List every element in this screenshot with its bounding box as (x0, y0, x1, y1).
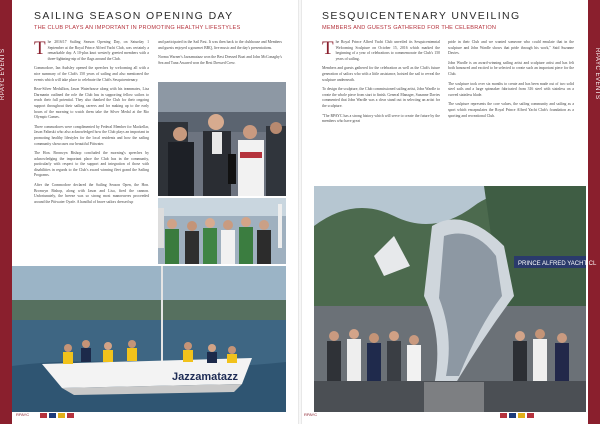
right-page-subtitle: MEMBERS AND GUESTS GATHERED FOR THE CELEBRATION (322, 25, 497, 31)
right-col1-para-3: "The RPAYC has a strong history which will serve to create the future by the members who have great (322, 113, 440, 124)
left-col2-para-0: and participated in the Sail Past. It was then back to the clubhouse and Members and guests enjoyed a gourmet BBQ, live music and the day's presentations. (158, 40, 282, 50)
flag-icon (40, 413, 47, 418)
right-dropcap: T (322, 38, 334, 59)
photo-commodore-speech (158, 82, 286, 196)
flag-icon (518, 413, 525, 418)
right-page (300, 0, 600, 424)
side-label-left: RPAYC EVENTS (0, 48, 6, 100)
photo-crowd-green-jackets (158, 198, 286, 264)
photo-yacht-image (12, 266, 286, 412)
flag-icon (500, 413, 507, 418)
photo-commodore-speech-image (158, 82, 286, 196)
right-col2-para-0: pride in their Club and we wanted someone who could emulate that in the sculpture and John Wardle shows that pride through his work," Said Suzanne Davies. (448, 40, 574, 56)
left-col1-para-5: After the Commodore declared the Sailing Season Open, the Hon. Bronwyn Bishop, along with Jason and Lisa, fired the cannon. Unfortunately, the breeze was so strong most manoeuvres proceeded around the Pittwater Oyafe. A handful of brave sailors dressed up (34, 183, 149, 204)
banner-text: PRINCE ALFRED YACHT CL (518, 261, 597, 267)
flag-icon (509, 413, 516, 418)
photo-sculpture-unveiling (314, 186, 597, 412)
flag-icon (527, 413, 534, 418)
right-col1-para-1: Members and guests gathered for the celebration as well as the Club's future generation of sailors who with a little assistance, hoisted the sail to reveal the sculpture underneath. (322, 66, 440, 82)
left-page-title: SAILING SEASON OPENING DAY (34, 10, 234, 22)
left-footer-flags (40, 413, 74, 418)
flag-icon (58, 413, 65, 418)
right-page-title: SESQUICENTENARY UNVEILING (322, 10, 521, 22)
left-col1-para-0: The 2016/17 Sailing Season Opening Day, on Saturday 1 September at the Royal Prince Alfred Yacht Club, was certainly a remarkable day. A 10-plus knot westerly greeted members with a three-lightning-nip of the flags around the Club. (34, 38, 149, 61)
left-col1-para-4: The Hon. Bronwyn Bishop concluded the morning's speeches by acknowledging the important place the Club has in the community, particularly with respect to the support and integration of those with disabilities in regards to the Club's award winning fleet grand the Sailing Programs. (34, 151, 149, 178)
right-col1-para-2: To design the sculpture, the Club commissioned sailing artist, John Wardle to create the whole piece from start to finish. General Manager, Suzanne Davies commented that John Wardle was a clear stand out in selecting an artist for the sculpture. (322, 87, 440, 108)
right-footer-flags (500, 413, 534, 418)
page-gutter (298, 0, 302, 424)
right-col2-para-2: The sculpture took over six months to create and has been made out of two solid steel sails and a large spinnaker fabricated from 316 steel with stainless on a curved stainless blade. (448, 81, 574, 97)
side-label-right: RPAYC EVENTS (594, 48, 600, 100)
left-col1-para-2: Rear-Silver Medallion, Jason Waterhouse along with his teammates, Lisa Darmanin outlined the role the Club has in supporting fellow sailors to reach their full potential. They also thanked the Club for their ongoing support throughout their sailing careers and for making up to the early hours of the morning to watch them take the Silver Medal at the Rio Olympic Games. (34, 87, 149, 120)
flag-icon (67, 413, 74, 418)
right-col2-para-3: The sculpture represents the core values, the sailing community and sailing as a sport which encapsulates the Royal Prince Alfred Yacht Club's foundation as a sporting and recreational Club. (448, 102, 574, 118)
right-article-col1 (322, 40, 440, 188)
boat-name-text: Jazzamatazz (172, 371, 239, 383)
left-col1-para-1: Commodore, Ian Audsley opened the speeches by welcoming all with a nice summary of the Club's 150 years of sailing and also mentioned the events which will take place to celebrate the Club's Sesquicentenary. (34, 66, 149, 82)
right-col1-para-0: The Royal Prince Alfred Yacht Club unveiled its Sesquicentennial Welcoming Sculpture on October 15, 2016 which marked the beginning of a year of celebrations to commemorate the Club's 150 years of sailing. (322, 38, 440, 61)
left-footer-text: RPAYC (16, 412, 30, 417)
photo-sculpture-image (314, 186, 597, 412)
right-article-col2 (448, 40, 574, 188)
left-page-subtitle: THE CLUB PLAYS AN IMPORTANT IN PROMOTING HEALTHY LIFESTYLES (34, 25, 241, 31)
photo-crowd-green-jackets-image (158, 198, 286, 264)
photo-yacht-sail-past (12, 266, 286, 412)
left-col1-para-3: Three commodores were complimented by Federal Member for Mackellar, Jason Falinski who also acknowledged how the Club plays an important in promoting healthy lifestyles for the local residents and how the sailing community showcases our beautiful Pittwater. (34, 124, 149, 146)
left-dropcap: T (34, 38, 46, 59)
flag-icon (49, 413, 56, 418)
left-article-col2 (158, 40, 282, 80)
left-col2-para-1: Norma Warner's Jazzamatazz won the Best Dressed Boat and John McConaghy's Sea and Tuna Assured won the Best Dressed Crew. (158, 55, 282, 65)
side-tab-right (588, 0, 600, 424)
side-tab-left (0, 0, 12, 424)
right-col2-para-1: John Wardle is an award-winning sailing artist and sculpture artist and has felt both honoured and excited to be selected to create such an important piece for the Club. (448, 60, 574, 76)
right-footer-text: RPAYC (304, 412, 318, 417)
